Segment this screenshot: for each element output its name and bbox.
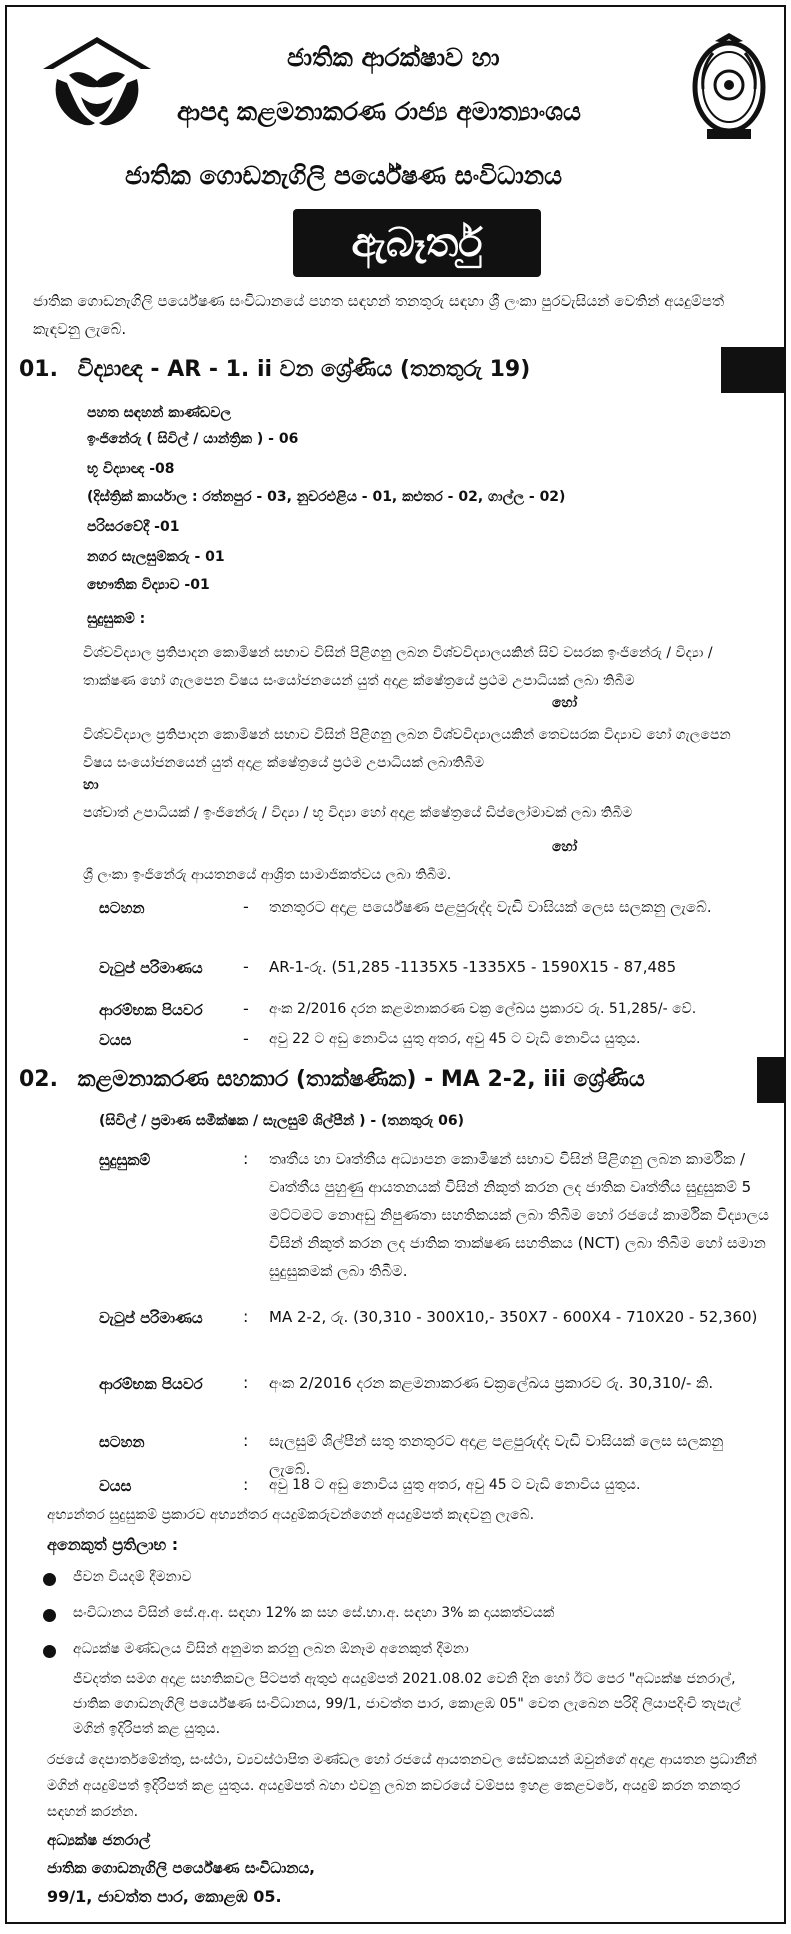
category-item: නගර සැලසුම්කරු - 01 (87, 549, 225, 565)
bullet-icon (43, 1573, 56, 1586)
row-separator: - (243, 957, 249, 976)
national-emblem-icon (691, 31, 767, 143)
age-label: වයස (99, 1477, 132, 1495)
ministry-line1: ජාතික ආරක්ෂාව හා (287, 43, 500, 72)
qualification-para: ශ්‍රී ලංකා ඉංජිනේරු ආයතනයේ ආශ්‍රිත සාමාජිකත්වය ලබා තිබීම. (83, 867, 452, 883)
internal-note: අභ්‍යන්තර සුදුසුකම් ප්‍රකාරව අභ්‍යන්තර අයදුම්කරුවන්ගෙන් අයදුම්පත් කැඳවනු ලැබේ. (47, 1507, 535, 1523)
qualifications-label: සුදුසුකම් (99, 1151, 151, 1169)
categories-heading: පහත සඳහන් කාණ්ඩවල (87, 405, 232, 421)
category-item: භූ විද්‍යාඥ -08 (87, 461, 175, 477)
or-label: හෝ (552, 695, 578, 711)
ministry-logo (37, 31, 157, 139)
application-instructions: ජීවදත්ත සමග අදාළ සහතිකවල පිටපත් ඇතුළු අයදුම්පත් 2021.08.02 වෙනි දින හෝ ඊට පෙර "අධ්‍යක්ෂ ජනරාල්, ජාතික ගොඩනැගිලි පර්යේෂණ සංවිධානය, 99/1, ජාවත්ත පාර, කොළඹ 05" වෙත ලැබෙන පරිදි ලියාපදිංචි තැපැල් මගින් ඉදිරිපත් කළ යුතුය. (73, 1671, 741, 1737)
initial-step-label: ආරම්භක පියවර (99, 1001, 203, 1019)
benefit-item: ජීවන වියදම් දීමනාව (73, 1569, 192, 1585)
bullet-icon (43, 1609, 56, 1622)
salary-scale-value: MA 2-2, රු. (30,310 - 300X10,- 350X7 - 600X4 - 710X20 - 52,360) (269, 1308, 758, 1326)
note-label: සටහන (99, 1433, 145, 1451)
bullet-icon (43, 1645, 56, 1658)
benefit-item: සංවිධානය විසින් සේ.අ.අ. සඳහා 12% ක සහ සේ.භා.අ. සඳහා 3% ක දායකත්වයක් (73, 1605, 555, 1621)
row-separator: - (243, 897, 249, 916)
or-label: හෝ (552, 839, 578, 855)
row-separator: : (243, 1149, 249, 1168)
note-label: සටහන (99, 899, 145, 917)
initial-step-value: අංක 2/2016 දරන කළමනාකරණ චක්‍රලේඛය ප්‍රකාරව රු. 30,310/- කි. (269, 1374, 714, 1392)
row-separator: : (243, 1431, 249, 1450)
qualification-para: පශ්චාත් උපාධියක් / ඉංජිනේරු / විද්‍යා / භූ විද්‍යා හෝ අදාළ ක්ෂේත්‍රයේ ඩිප්ලෝමාවක් ලබා තිබීම (83, 805, 633, 821)
post1-heading-bar (7, 347, 784, 393)
page-title: ඇබෑර්තු (351, 220, 483, 266)
qualifications-value: තෘතීය හා වෘත්තීය අධ්‍යාපන කොමිෂන් සභාව විසින් පිළිගනු ලබන කාර්මික / වෘත්තීය පුහුණු ආයතනයක් විසින් නිකුත් කරන ලද ජාතික වෘත්තීය සුදුසුකම් 5 මට්ටමට නොඅඩු නිපුණතා සහතිකයක් ලබා තිබීම හෝ රජයේ කාර්මික විද්‍යාලය විසින් නිකුත් කරන ලද ජාතික තාක්ෂණ සහතිකය (NCT) ලබා තිබීම හෝ සමාන සුදුසුකමක් ලබා තිබීම. (269, 1150, 769, 1280)
sri-lanka-emblem (691, 31, 767, 143)
post2-number: 02. (19, 1067, 58, 1092)
footer-title: අධ්‍යක්ෂ ජනරාල් (47, 1831, 151, 1849)
row-separator: : (243, 1475, 249, 1494)
and-label: හා (83, 777, 99, 793)
post2-heading-bar (7, 1057, 784, 1103)
hands-house-logo-icon (37, 31, 157, 139)
post1-number: 01. (19, 357, 58, 382)
organization-name: ජාතික ගොඩනැගිලි පර්යේෂණ සංවිධානය (125, 161, 563, 190)
row-separator: : (243, 1307, 249, 1326)
age-value: අවු 18 ට අඩු නොවිය යුතු අතර, අවු 45 ට වැඩි නොවිය යුතුය. (269, 1477, 641, 1493)
note-value: තනතුරට අදාළ පර්යේෂණ පළපුරුද්ද වැඩි වාසියක් ලෙස සලකනු ලැබේ. (269, 898, 712, 916)
footer-address: 99/1, ජාවත්ත පාර, කොළඹ 05. (47, 1887, 282, 1906)
category-item: පරිසරවේදී -01 (87, 519, 180, 535)
initial-step-label: ආරම්භක පියවර (99, 1375, 203, 1393)
benefit-item: අධ්‍යක්ෂ මණ්ඩලය විසින් අනුමත කරනු ලබන ඕනෑම අනෙකුත් දීමනා (73, 1641, 469, 1657)
qualification-para: විශ්වවිද්‍යාල ප්‍රතිපාදන කොමිෂන් සභාව විසින් පිළිගනු ලබන විශ්වවිද්‍යාලයකින් තෙවසරක විද්‍යාව හෝ ගැලපෙන විෂය සංයෝජනයෙන් යුත් අදාළ ක්ෂේත්‍රයේ ප්‍රථම උපාධියක් ලබාතිබීම (83, 727, 731, 771)
post2-subtitle: (සිවිල් / ප්‍රමාණ සමීක්ෂක / සැලසුම් ශිල්පීන් ) - (තනතුරු 06) (99, 1113, 465, 1129)
row-separator: : (243, 1373, 249, 1392)
ministry-line2: ආපදා කළමනාකරණ රාජ්‍ය අමාත්‍යාංශය (177, 97, 581, 126)
title-box (293, 209, 541, 277)
category-item: (දිස්ත්‍රික් කාර්යාල : රත්නපුර - 03, නුවරඑළිය - 01, කළුතර - 02, ගාල්ල - 02) (87, 489, 566, 505)
age-value: අවු 22 ට අඩු නොවිය යුතු අතර, අවු 45 ට වැඩි නොවිය යුතුය. (269, 1031, 641, 1047)
qualifications-heading: සුදුසුකම් : (87, 611, 146, 627)
age-label: වයස (99, 1031, 132, 1049)
post2-heading (7, 1057, 759, 1103)
intro-text: ජාතික ගොඩනැගිලි පර්යේෂණ සංවිධානයේ පහත සඳහන් තනතුරු සඳහා ශ්‍රී ලංකා පුරවැසියන් වෙතින් අයදුම්පත් කැඳවනු ලැබේ. (33, 292, 725, 338)
government-employees-note: රජයේ දෙපාර්තමේන්තු, සංස්ථා, ව්‍යවස්ථාපිත මණ්ඩල හෝ රජයේ ආයතනවල සේවකයන් ඔවුන්ගේ අදාළ ආයතන ප්‍රධානීන් මගින් අයදුම්පත් ඉදිරිපත් කළ යුතුය. අයදුම්පත් බහා එවනු ලබන කවරයේ වම්පස ඉහළ කෙළවරේ, අයදුම් කරන තනතුර සඳහන් කරන්න. (47, 1752, 757, 1820)
advertisement-page (5, 5, 786, 1924)
footer-organization: ජාතික ගොඩනැගිලි පර්යේෂණ සංවිධානය, (47, 1859, 315, 1877)
category-item: භෞතික විද්‍යාව -01 (87, 577, 210, 593)
qualification-para: විශ්වවිද්‍යාල ප්‍රතිපාදන කොමිෂන් සභාව විසින් පිළිගනු ලබන විශ්වවිද්‍යාලයකින් සිව් වසරක ඉංජිනේරු / විද්‍යා / තාක්ෂණ හෝ ගැලපෙන විෂය සංයෝජනයෙන් යුත් අදාළ ක්ෂේත්‍රයේ ප්‍රථම උපාධියක් ලබා තිබීම (83, 645, 713, 689)
benefits-heading: අනෙකුත් ප්‍රතිලාභ : (47, 1535, 179, 1554)
category-item: ඉංජිනේරු ( සිවිල් / යාන්ත්‍රික ) - 06 (87, 431, 299, 447)
post1-heading (7, 347, 723, 393)
post2-title: කළමනාකරණ සහකාර (තාක්ෂණික) - MA 2-2, iii ශ්‍රේණිය (77, 1067, 645, 1092)
row-separator: - (243, 999, 249, 1018)
note-value: සැලසුම් ශිල්පීන් සතු තනතුරට අදාළ පළපුරුද්ද වැඩි වාසියක් ලෙස සලකනු ලැබේ. (269, 1432, 724, 1478)
salary-scale-label: වැටුප් පරිමාණය (99, 1309, 203, 1327)
salary-scale-value: AR-1-රු. (51,285 -1135X5 -1335X5 - 1590X15 - 87,485 (269, 958, 677, 976)
salary-scale-label: වැටුප් පරිමාණය (99, 959, 203, 977)
post1-title: විද්‍යාඥ - AR - 1. ii වන ශ්‍රේණිය (තනතුරු 19) (77, 357, 531, 382)
initial-step-value: අංක 2/2016 දරන කළමනාකරණ චක්‍ර ලේඛය ප්‍රකාරව රු. 51,285/- වේ. (269, 1001, 697, 1017)
row-separator: - (243, 1029, 249, 1048)
